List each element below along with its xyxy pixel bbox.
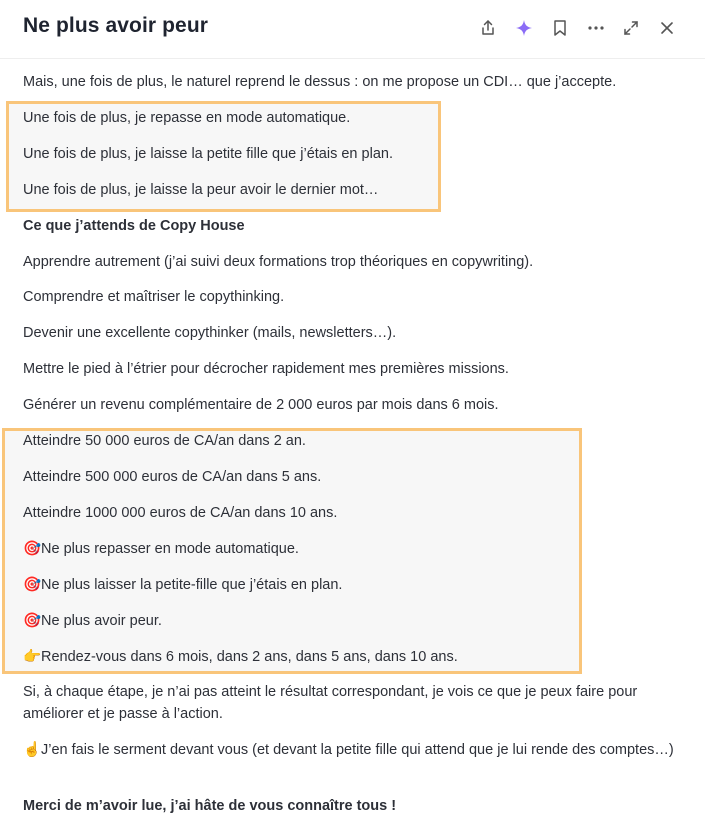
list-item: Atteindre 1000 000 euros de CA/an dans 10 ans. bbox=[23, 505, 338, 521]
pointing-hand-icon: 👉 bbox=[23, 649, 42, 665]
list-item: Devenir une excellente copythinker (mails, newsletters…). bbox=[23, 325, 397, 341]
list-item: 👉Rendez-vous dans 6 mois, dans 2 ans, dans 5 ans, dans 10 ans. bbox=[23, 646, 458, 668]
modal-header bbox=[0, 0, 705, 59]
list-item: Générer un revenu complémentaire de 2 000 euros par mois dans 6 mois. bbox=[23, 397, 499, 413]
index-finger-icon: ☝️ bbox=[23, 742, 42, 758]
more-icon[interactable] bbox=[583, 15, 609, 41]
target-icon: 🎯 bbox=[23, 577, 42, 593]
close-icon[interactable] bbox=[654, 15, 680, 41]
bookmark-icon[interactable] bbox=[547, 15, 573, 41]
target-icon: 🎯 bbox=[23, 613, 42, 629]
page-title: Ne plus avoir peur bbox=[23, 14, 209, 37]
list-item: Une fois de plus, je repasse en mode automatique. bbox=[23, 110, 351, 126]
target-icon: 🎯 bbox=[23, 541, 42, 557]
list-item: Comprendre et maîtriser le copythinking. bbox=[23, 289, 285, 305]
signoff: Merci de m’avoir lue, j’ai hâte de vous connaître tous ! bbox=[23, 798, 397, 814]
list-item: Atteindre 50 000 euros de CA/an dans 2 an. bbox=[23, 433, 306, 449]
list-item: Mettre le pied à l’étrier pour décrocher rapidement mes premières missions. bbox=[23, 361, 509, 377]
closing-paragraph: Si, à chaque étape, je n’ai pas atteint le résultat correspondant, je vois ce que je peux faire pour améliorer et je passe à l’action. bbox=[23, 684, 638, 722]
list-item: Apprendre autrement (j’ai suivi deux formations trop théoriques en copywriting). bbox=[23, 254, 534, 270]
share-icon[interactable] bbox=[475, 15, 501, 41]
list-item: 🎯Ne plus avoir peur. bbox=[23, 610, 162, 632]
oath-paragraph: ☝️J’en fais le serment devant vous (et devant la petite fille qui attend que je lui rende des comptes…) bbox=[23, 739, 683, 761]
list-item: 🎯Ne plus laisser la petite-fille que j’étais en plan. bbox=[23, 574, 342, 596]
list-item: Une fois de plus, je laisse la peur avoir le dernier mot… bbox=[23, 182, 379, 198]
intro-paragraph: Mais, une fois de plus, le naturel reprend le dessus : on me propose un CDI… que j’accepte. bbox=[23, 74, 617, 90]
list-item: 🎯Ne plus repasser en mode automatique. bbox=[23, 538, 299, 560]
expand-icon[interactable] bbox=[618, 15, 644, 41]
list-item: Une fois de plus, je laisse la petite fille que j’étais en plan. bbox=[23, 146, 393, 162]
sparkle-icon[interactable] bbox=[511, 15, 537, 41]
list-item: Atteindre 500 000 euros de CA/an dans 5 ans. bbox=[23, 469, 322, 485]
section-heading: Ce que j’attends de Copy House bbox=[23, 218, 245, 234]
